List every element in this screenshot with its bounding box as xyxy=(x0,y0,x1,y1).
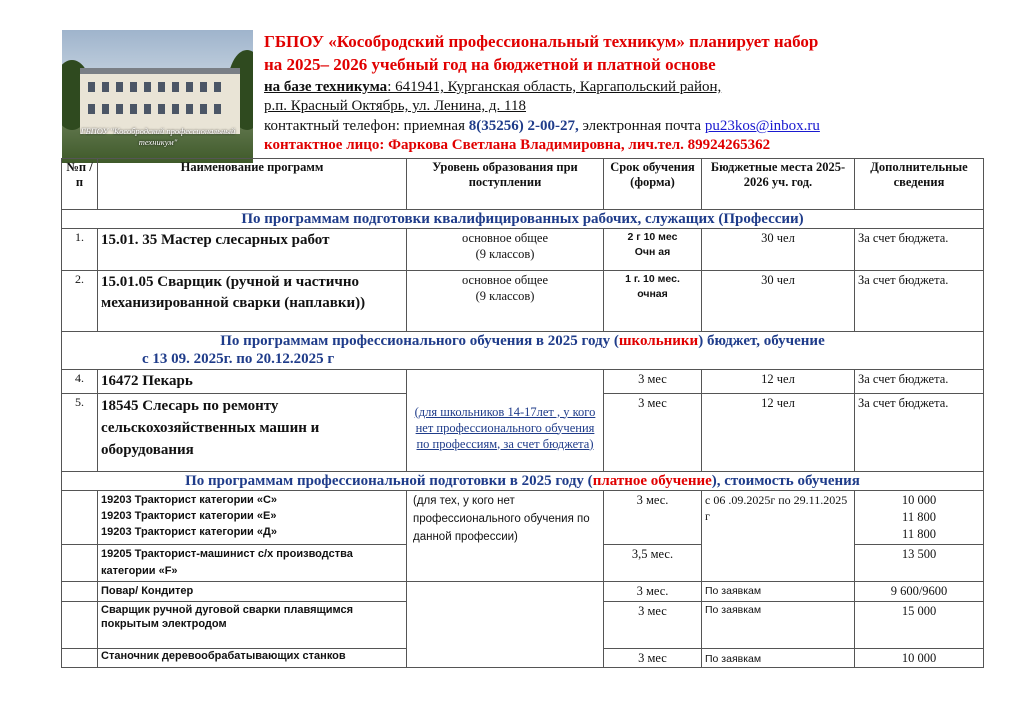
row-num xyxy=(62,649,98,668)
section2-dates: с 13 09. 2025г. по 20.12.2025 г xyxy=(142,351,335,367)
row-level-merged xyxy=(407,370,604,472)
address-label: на базе техникума xyxy=(264,79,388,95)
row-budget: 30 чел xyxy=(702,271,855,332)
cost-line: 10 000 xyxy=(901,493,937,507)
cost-line: 11 800 xyxy=(902,527,936,541)
row-num: 1. xyxy=(62,229,98,271)
schoolchildren-level-note: (для школьников 14-17лет , у кого нет профессионального обучения по профессиям, за счет бюджета) xyxy=(414,404,596,451)
row-level-line2: (9 классов) xyxy=(475,247,535,261)
header-address xyxy=(264,79,721,96)
row-duration xyxy=(604,229,702,271)
program-line: 19203 Тракторист категории «Д» xyxy=(101,526,277,538)
row-budget: 12 чел xyxy=(702,370,855,394)
row-num xyxy=(62,491,98,545)
technikum-photo xyxy=(62,30,253,163)
row-num: 4. xyxy=(62,370,98,394)
header-extra: Дополнительные сведения xyxy=(855,159,984,210)
row-program: Сварщик ручной дуговой сварки плавящимся покрытым электродом xyxy=(98,602,407,649)
header-address-line2: р.п. Красный Октябрь, ул. Ленина, д. 118 xyxy=(264,98,527,114)
row-duration-line2: Очн ая xyxy=(634,246,671,258)
row-duration: 3,5 мес. xyxy=(604,545,702,582)
row-duration: 3 мес xyxy=(604,394,702,472)
section-row xyxy=(62,472,984,491)
row-program: Станочник деревообрабатывающих станков xyxy=(98,649,407,668)
address-text: : 641941, Курганская область, Каргапольский район, xyxy=(387,79,722,95)
paid-level-note: (для тех, у кого нет профессионального обучения по данной профессии) xyxy=(407,491,604,582)
header-subtitle: на 2025– 2026 учебный год на бюджетной и платной основе xyxy=(264,55,716,74)
row-budget: 12 чел xyxy=(702,394,855,472)
email-link[interactable]: pu23kos@inbox.ru xyxy=(704,118,820,134)
row-cost: 10 000 xyxy=(855,649,984,668)
section2-highlight: школьники xyxy=(618,333,699,349)
row-program: 15.01. 35 Мастер слесарных работ xyxy=(98,229,407,271)
row-num: 5. xyxy=(62,394,98,472)
email-label: электронная почта xyxy=(578,118,705,134)
row-num xyxy=(62,582,98,602)
section3-text-a: По программам профессиональной подготовки в 2025 году ( xyxy=(185,473,593,489)
photo-caption: ГБПОУ "Кособродский профессиональный техникум" xyxy=(80,126,236,147)
row-duration-line1: 1 г. 10 мес. xyxy=(625,273,680,285)
row-program: 19205 Тракторист-машинист с/х производства категории «F» xyxy=(98,545,407,582)
table-row xyxy=(62,271,984,332)
row-when: По заявкам xyxy=(702,649,855,668)
row-when: По заявкам xyxy=(702,602,855,649)
row-duration: 3 мес xyxy=(604,602,702,649)
section-title-schoolchildren xyxy=(62,332,984,370)
row-num: 2. xyxy=(62,271,98,332)
header-program: Наименование программ xyxy=(98,159,407,210)
table-row xyxy=(62,229,984,271)
row-duration-line1: 2 г 10 мес xyxy=(627,231,678,243)
header-duration: Срок обучения (форма) xyxy=(604,159,702,210)
row-cost: 9 600/9600 xyxy=(855,582,984,602)
row-cost xyxy=(855,491,984,545)
section-title-paid xyxy=(62,472,984,491)
row-program: 18545 Слесарь по ремонту сельскохозяйственных машин и оборудования xyxy=(98,394,407,472)
row-level-line1: основное общее xyxy=(461,231,549,245)
row-level xyxy=(407,271,604,332)
program-line: 19203 Тракторист категории «Е» xyxy=(101,510,277,522)
row-duration-line2: очная xyxy=(637,288,668,300)
photo-building xyxy=(80,68,240,134)
section-row xyxy=(62,210,984,229)
header-title: ГБПОУ «Кособродский профессиональный техникум» планирует набор xyxy=(264,32,819,51)
section-row xyxy=(62,332,984,370)
table-row xyxy=(62,370,984,394)
row-program: 15.01.05 Сварщик (ручной и частично механизированной сварки (наплавки)) xyxy=(98,271,407,332)
header-level: Уровень образования при поступлении xyxy=(407,159,604,210)
header-contacts xyxy=(264,118,820,135)
table-row xyxy=(62,491,984,545)
section2-text-a: По программам профессионального обучения в 2025 году ( xyxy=(220,333,619,349)
row-duration: 3 мес. xyxy=(604,582,702,602)
header-contact-person: контактное лицо: Фаркова Светлана Владимировна, лич.тел. 89924265362 xyxy=(264,137,771,153)
row-program: Повар/ Кондитер xyxy=(98,582,407,602)
section2-text-b: ) бюджет, обучение xyxy=(698,333,825,349)
row-extra: За счет бюджета. xyxy=(855,271,984,332)
phone-number: 8(35256) 2-00-27, xyxy=(468,118,579,134)
paid-dates: с 06 .09.2025г по 29.11.2025 г xyxy=(702,491,855,582)
phone-label: контактный телефон: приемная xyxy=(264,118,469,134)
row-duration: 3 мес xyxy=(604,370,702,394)
paid-level-empty xyxy=(407,582,604,668)
row-duration xyxy=(604,271,702,332)
section3-highlight: платное обучение xyxy=(592,473,712,489)
row-extra: За счет бюджета. xyxy=(855,370,984,394)
program-line: 19203 Тракторист категории «С» xyxy=(101,494,278,506)
cost-line: 11 800 xyxy=(902,510,936,524)
row-program xyxy=(98,491,407,545)
section3-text-b: ), стоимость обучения xyxy=(711,473,860,489)
row-cost: 15 000 xyxy=(855,602,984,649)
row-level-line1: основное общее xyxy=(461,273,549,287)
table-row xyxy=(62,582,984,602)
header-num: №п /п xyxy=(62,159,98,210)
section-title-professions: По программам подготовки квалифицированных рабочих, служащих (Профессии) xyxy=(62,210,984,229)
header-budget: Бюджетные места 2025-2026 уч. год. xyxy=(702,159,855,210)
row-level xyxy=(407,229,604,271)
row-cost: 13 500 xyxy=(855,545,984,582)
row-when: По заявкам xyxy=(702,582,855,602)
table-header-row xyxy=(62,159,984,210)
row-program: 16472 Пекарь xyxy=(98,370,407,394)
admission-table xyxy=(61,158,984,668)
row-duration: 3 мес xyxy=(604,649,702,668)
row-num xyxy=(62,545,98,582)
row-duration: 3 мес. xyxy=(604,491,702,545)
row-extra: За счет бюджета. xyxy=(855,394,984,472)
row-level-line2: (9 классов) xyxy=(475,289,535,303)
row-extra: За счет бюджета. xyxy=(855,229,984,271)
row-budget: 30 чел xyxy=(702,229,855,271)
row-num xyxy=(62,602,98,649)
